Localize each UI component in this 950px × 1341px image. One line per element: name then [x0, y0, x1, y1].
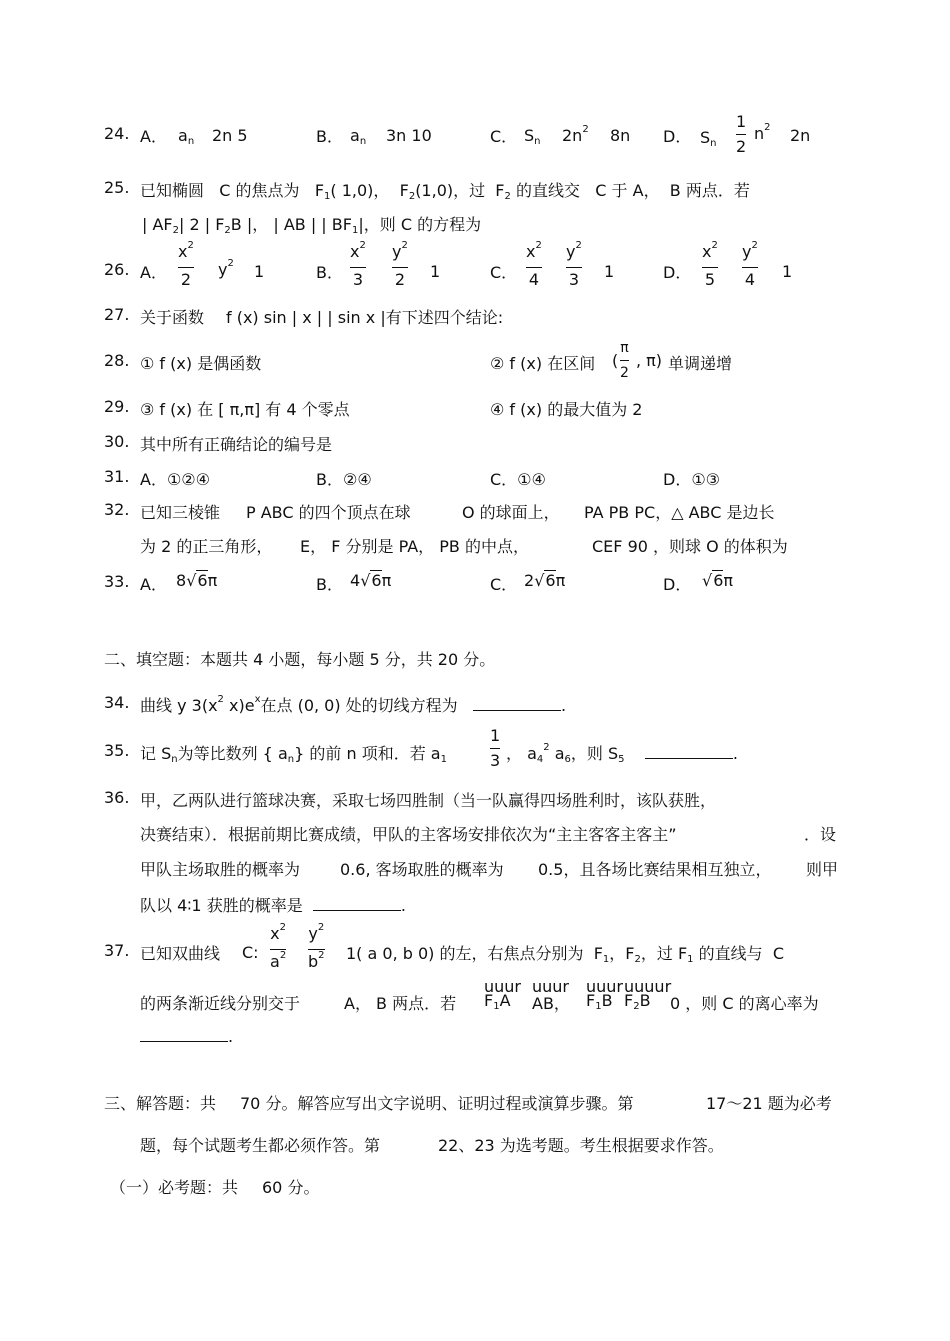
- q37-curve-name: C:: [242, 943, 259, 962]
- question-number: 29.: [104, 397, 130, 416]
- vector-f1a: F1A: [484, 991, 511, 1012]
- option-b-label: B．: [316, 127, 343, 146]
- conclusion-3: ③ f (x) 在 [ π,π] 有 4 个零点: [140, 400, 350, 419]
- option-c-label: C．: [490, 127, 518, 146]
- option-b-frac-x: $x^2$ 3: [350, 240, 366, 289]
- option-b-frac-y: $y^2$ 2: [392, 240, 408, 289]
- option-c-frac-y: $y^2$ 3: [566, 240, 582, 289]
- question-number: 35.: [104, 741, 130, 760]
- option-d-frac-x: $x^2$ 5: [702, 240, 718, 289]
- q34-text: 曲线 y $3(x^2$ $x)e^x$在点 (0, 0) 处的切线方程为 .: [140, 694, 567, 715]
- conclusion-2a: ② f (x) 在区间: [490, 354, 596, 373]
- q30-text: 其中所有正确结论的编号是: [140, 435, 333, 454]
- option-a-label: A．: [140, 127, 167, 146]
- question-number: 31.: [104, 467, 130, 486]
- q37-frac-y: $y^2$ $b^2$: [308, 922, 325, 971]
- option-a-frac-x: $x^2$ 2: [178, 240, 194, 289]
- answer-blank: [313, 896, 401, 911]
- section-3-line1a: 三、解答题：共: [104, 1094, 217, 1113]
- option-a: A．①②④: [140, 470, 210, 489]
- q37-frac-x: $x^2$ $a^2$: [270, 922, 287, 971]
- question-number: 25.: [104, 178, 130, 197]
- option-a-rest: 2n 5: [212, 126, 248, 145]
- q32-l1d: PA PB PC，△ ABC 是边长: [584, 503, 775, 522]
- q25-line2: | AF2| 2 | F2B |， | AB | | BF1|，则 C 的方程为: [142, 215, 482, 236]
- option-c-label: C．: [490, 575, 518, 594]
- vector-arrow: uuur: [532, 977, 569, 996]
- q36-line3c: 0.5，且各场比赛结果相互独立，: [538, 860, 772, 879]
- q25-line1: 已知椭圆 C 的焦点为 F1( 1,0)， F2(1,0)，过 F2 的直线交 C 于 A， B 两点．若: [140, 181, 750, 202]
- q37-line2c: 0 ，则 C 的离心率为: [670, 994, 819, 1013]
- option-d-value: √6π: [702, 571, 734, 590]
- q32-l1c: O 的球面上，: [462, 503, 560, 522]
- subsection-1a: （一）必考题：共: [110, 1178, 239, 1197]
- q35-text-a: 记 Sn为等比数列 { an} 的前 n 项和．若 a1: [140, 744, 447, 765]
- option-d-label: D．: [663, 263, 692, 282]
- option-b: B．②④: [316, 470, 372, 489]
- conclusion-1: ① f (x) 是偶函数: [140, 354, 262, 373]
- option-a-rhs: 1: [254, 262, 265, 281]
- vector-f2b: F2B: [624, 991, 651, 1012]
- question-number: 32.: [104, 500, 130, 519]
- option-d-n: $n^2$: [754, 122, 771, 143]
- conclusion-2-close: , π): [636, 351, 663, 370]
- question-number: 30.: [104, 432, 130, 451]
- option-c-value: 2√6π: [524, 571, 566, 590]
- question-number: 28.: [104, 351, 130, 370]
- q32-l1b: P ABC 的四个顶点在球: [246, 503, 411, 522]
- subsection-1b: 60 分。: [262, 1178, 320, 1197]
- question-number: 27.: [104, 305, 130, 324]
- option-b-expr: an: [350, 126, 367, 147]
- q36-line2b: ．设: [804, 825, 837, 844]
- option-a-expr: an: [178, 126, 195, 147]
- option-d-label: D．: [663, 575, 692, 594]
- option-d-frac-y: $y^2$ 4: [742, 240, 758, 289]
- option-a-label: A．: [140, 575, 167, 594]
- vector-f1b: F1B: [586, 991, 613, 1012]
- section-2-heading: 二、填空题：本题共 4 小题，每小题 5 分，共 20 分。: [104, 650, 496, 669]
- q37-line3: .: [140, 1027, 233, 1046]
- conclusion-4: ④ f (x) 的最大值为 2: [490, 400, 643, 419]
- q37-line2b: A， B 两点．若: [344, 994, 457, 1013]
- answer-blank: [473, 696, 561, 711]
- q32-l1a: 已知三棱锥: [140, 503, 221, 522]
- conclusion-2-fraction: π 2: [620, 340, 629, 381]
- q35-fraction: 1 3: [490, 726, 501, 770]
- question-number: 37.: [104, 941, 130, 960]
- section-3-line1b: 70 分。解答应写出文字说明、证明过程或演算步骤。第: [240, 1094, 634, 1113]
- option-d-rhs: 1: [782, 262, 793, 281]
- option-b-rest: 3n 10: [386, 126, 432, 145]
- vector-ab: AB，: [532, 994, 570, 1013]
- q35-text-b: ， $a4^2$ a6，则 S5 .: [506, 742, 738, 765]
- q32-l2a: 为 2 的正三角形，: [140, 537, 273, 556]
- answer-blank: [140, 1027, 228, 1042]
- option-c-rhs: 1: [604, 262, 615, 281]
- q37-text-a: 已知双曲线: [140, 944, 221, 963]
- option-d-label: D．: [663, 127, 692, 146]
- option-b-value: 4√6π: [350, 571, 392, 590]
- q37-text-c: 1( a 0, b 0) 的左，右焦点分别为 F1，F2，过 F1 的直线与 C: [346, 944, 784, 965]
- option-d-rest: 2n: [790, 126, 811, 145]
- option-b-label: B．: [316, 263, 343, 282]
- vector-arrow: uuur: [586, 977, 623, 996]
- option-c-expr: Sn: [524, 126, 541, 147]
- question-number: 34.: [104, 693, 130, 712]
- vector-arrow: uuuur: [624, 977, 672, 996]
- option-c: C．①④: [490, 470, 546, 489]
- option-a-value: 8√6π: [176, 571, 218, 590]
- option-d: D．①③: [663, 470, 721, 489]
- conclusion-2-open: (: [612, 351, 619, 370]
- q27-text-a: 关于函数: [140, 308, 205, 327]
- q36-line3a: 甲队主场取胜的概率为: [140, 860, 301, 879]
- option-a-y: $y^2$: [218, 258, 234, 279]
- q32-l2c: CEF 90 ，则球 O 的体积为: [592, 537, 788, 556]
- q36-line3b: 0.6, 客场取胜的概率为: [340, 860, 504, 879]
- section-3-line1c: 17～21 题为必考: [706, 1094, 832, 1113]
- option-b-rhs: 1: [430, 262, 441, 281]
- option-d-fraction: 1 2: [736, 112, 747, 156]
- option-d-expr: Sn: [700, 128, 717, 149]
- option-a-label: A．: [140, 263, 167, 282]
- q36-line2a: 决赛结束）．根据前期比赛成绩，甲队的主客场安排依次为“主主客客主客主”: [140, 825, 677, 844]
- vector-arrow: uuur: [484, 977, 521, 996]
- section-3-line2a: 题，每个试题考生都必须作答。第: [140, 1136, 381, 1155]
- q37-line2a: 的两条渐近线分别交于: [140, 994, 301, 1013]
- q32-l2b: E， F 分别是 PA， PB 的中点，: [300, 537, 529, 556]
- answer-blank: [645, 744, 733, 759]
- question-number: 26.: [104, 260, 130, 279]
- option-c-frac-x: $x^2$ 4: [526, 240, 542, 289]
- q27-text-b: f (x) sin | x | | sin x |有下述四个结论:: [226, 308, 504, 327]
- q36-line3d: 则甲: [806, 860, 839, 879]
- conclusion-2b: 单调递增: [668, 354, 733, 373]
- section-3-line2b: 22、23 为选考题。考生根据要求作答。: [438, 1136, 724, 1155]
- question-number: 36.: [104, 788, 130, 807]
- question-number: 33.: [104, 572, 130, 591]
- option-c-label: C．: [490, 263, 518, 282]
- option-c-rest: 8n: [610, 126, 631, 145]
- q36-line4: 队以 4∶1 获胜的概率是 .: [140, 896, 406, 915]
- q36-line1: 甲，乙两队进行篮球决赛，采取七场四胜制（当一队赢得四场胜利时，该队获胜，: [140, 791, 717, 810]
- question-number: 24.: [104, 124, 130, 143]
- option-b-label: B．: [316, 575, 343, 594]
- option-c-mid: $2n^2$: [562, 124, 589, 145]
